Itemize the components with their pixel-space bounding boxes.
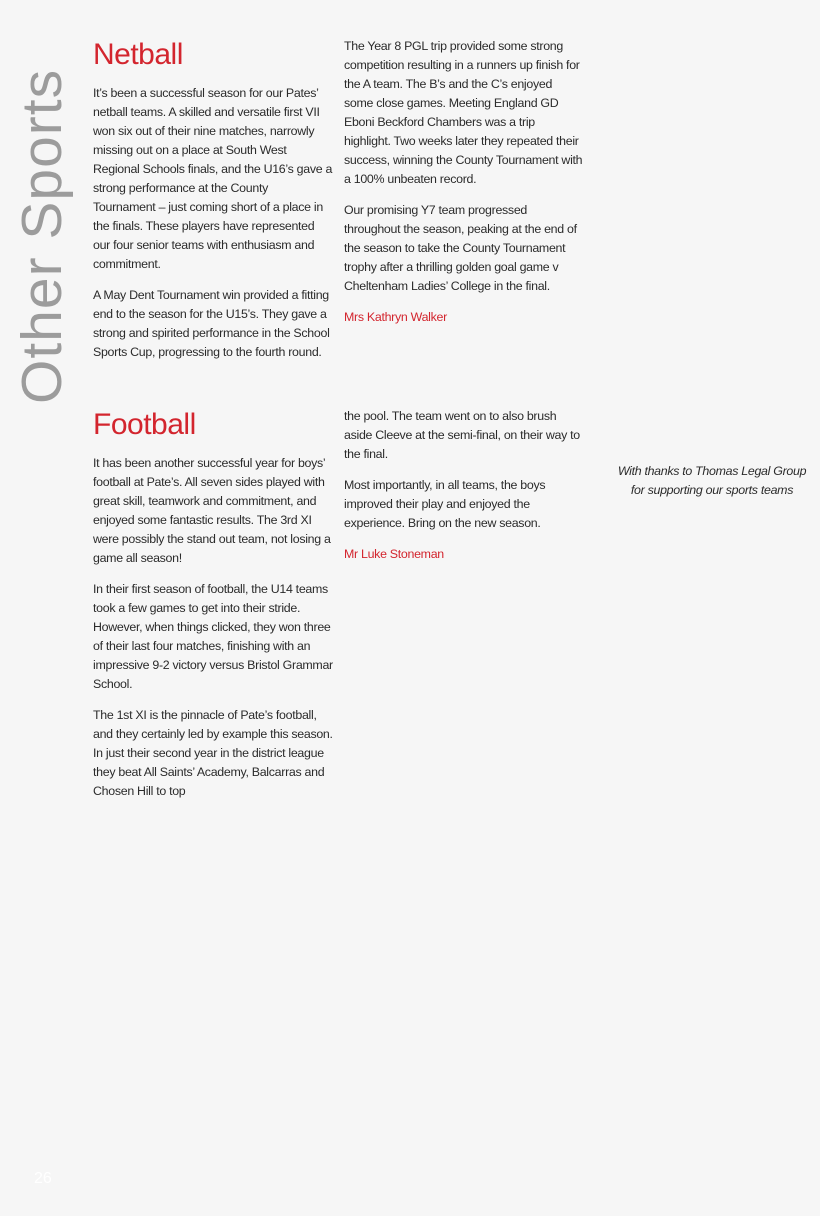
football-heading: Football [93,408,196,441]
netball-paragraph-1: It’s been a successful season for our Pates’ netball teams. A skilled and versatile first VII won six out of their nine matches, narrowly missing out on a place at South West Regional Schools finals, and the U16’s gave a strong performance at the County Tournament – just coming short of a place in the finals. These players have represented our four senior teams with enthusiasm and commitment. [93,86,333,271]
page-number: 26 [34,1170,52,1187]
football-paragraph-4: the pool. The team went on to also brush aside Cleeve at the semi-final, on their way to the final. [344,409,580,461]
thanks-line-2: for supporting our sports teams [630,483,794,497]
football-paragraph-5: Most importantly, in all teams, the boys improved their play and enjoyed the experience. Bring on the new season. [344,478,546,530]
netball-paragraph-3: The Year 8 PGL trip provided some strong competition resulting in a runners up finish for the A team. The B’s and the C’s enjoyed some close games. Meeting England GD Eboni Beckford Chambers was a trip highlight. Two weeks later they repeated their success, winning the County Tournament with a 100% unbeaten record. [344,39,583,186]
netball-paragraph-4: Our promising Y7 team progressed throughout the season, peaking at the end of the season to take the County Tournament trophy after a thrilling golden goal game v Cheltenham Ladies’ College in the final. [344,203,577,293]
sponsor-thanks-note [604,462,820,500]
netball-heading: Netball [93,38,183,71]
football-right-column [344,407,584,576]
netball-left-column [93,38,333,374]
football-paragraph-2: In their first season of football, the U14 teams took a few games to get into their stride. However, when things clicked, they won three of their last four matches, finishing with an impressive 9-2 victory versus Bristol Grammar School. [93,582,333,691]
football-paragraph-3: The 1st XI is the pinnacle of Pate’s football, and they certainly led by example this season. In just their second year in the district league they beat All Saints’ Academy, Balcarras and Chosen Hill to top [93,708,333,798]
thanks-line-1: With thanks to Thomas Legal Group [617,464,807,478]
football-left-column [93,408,333,813]
section-title: Other Sports [10,68,74,404]
football-author: Mr Luke Stoneman [344,547,444,561]
netball-right-column [344,37,584,339]
football-paragraph-1: It has been another successful year for boys’ football at Pate’s. All seven sides played with great skill, teamwork and commitment, and enjoyed some fantastic results. The 3rd XI were possibly the stand out team, not losing a game all season! [93,456,331,565]
netball-paragraph-2: A May Dent Tournament win provided a fitting end to the season for the U15’s. They gave a strong and spirited performance in the School Sports Cup, progressing to the fourth round. [93,288,330,359]
netball-author: Mrs Kathryn Walker [344,310,447,324]
